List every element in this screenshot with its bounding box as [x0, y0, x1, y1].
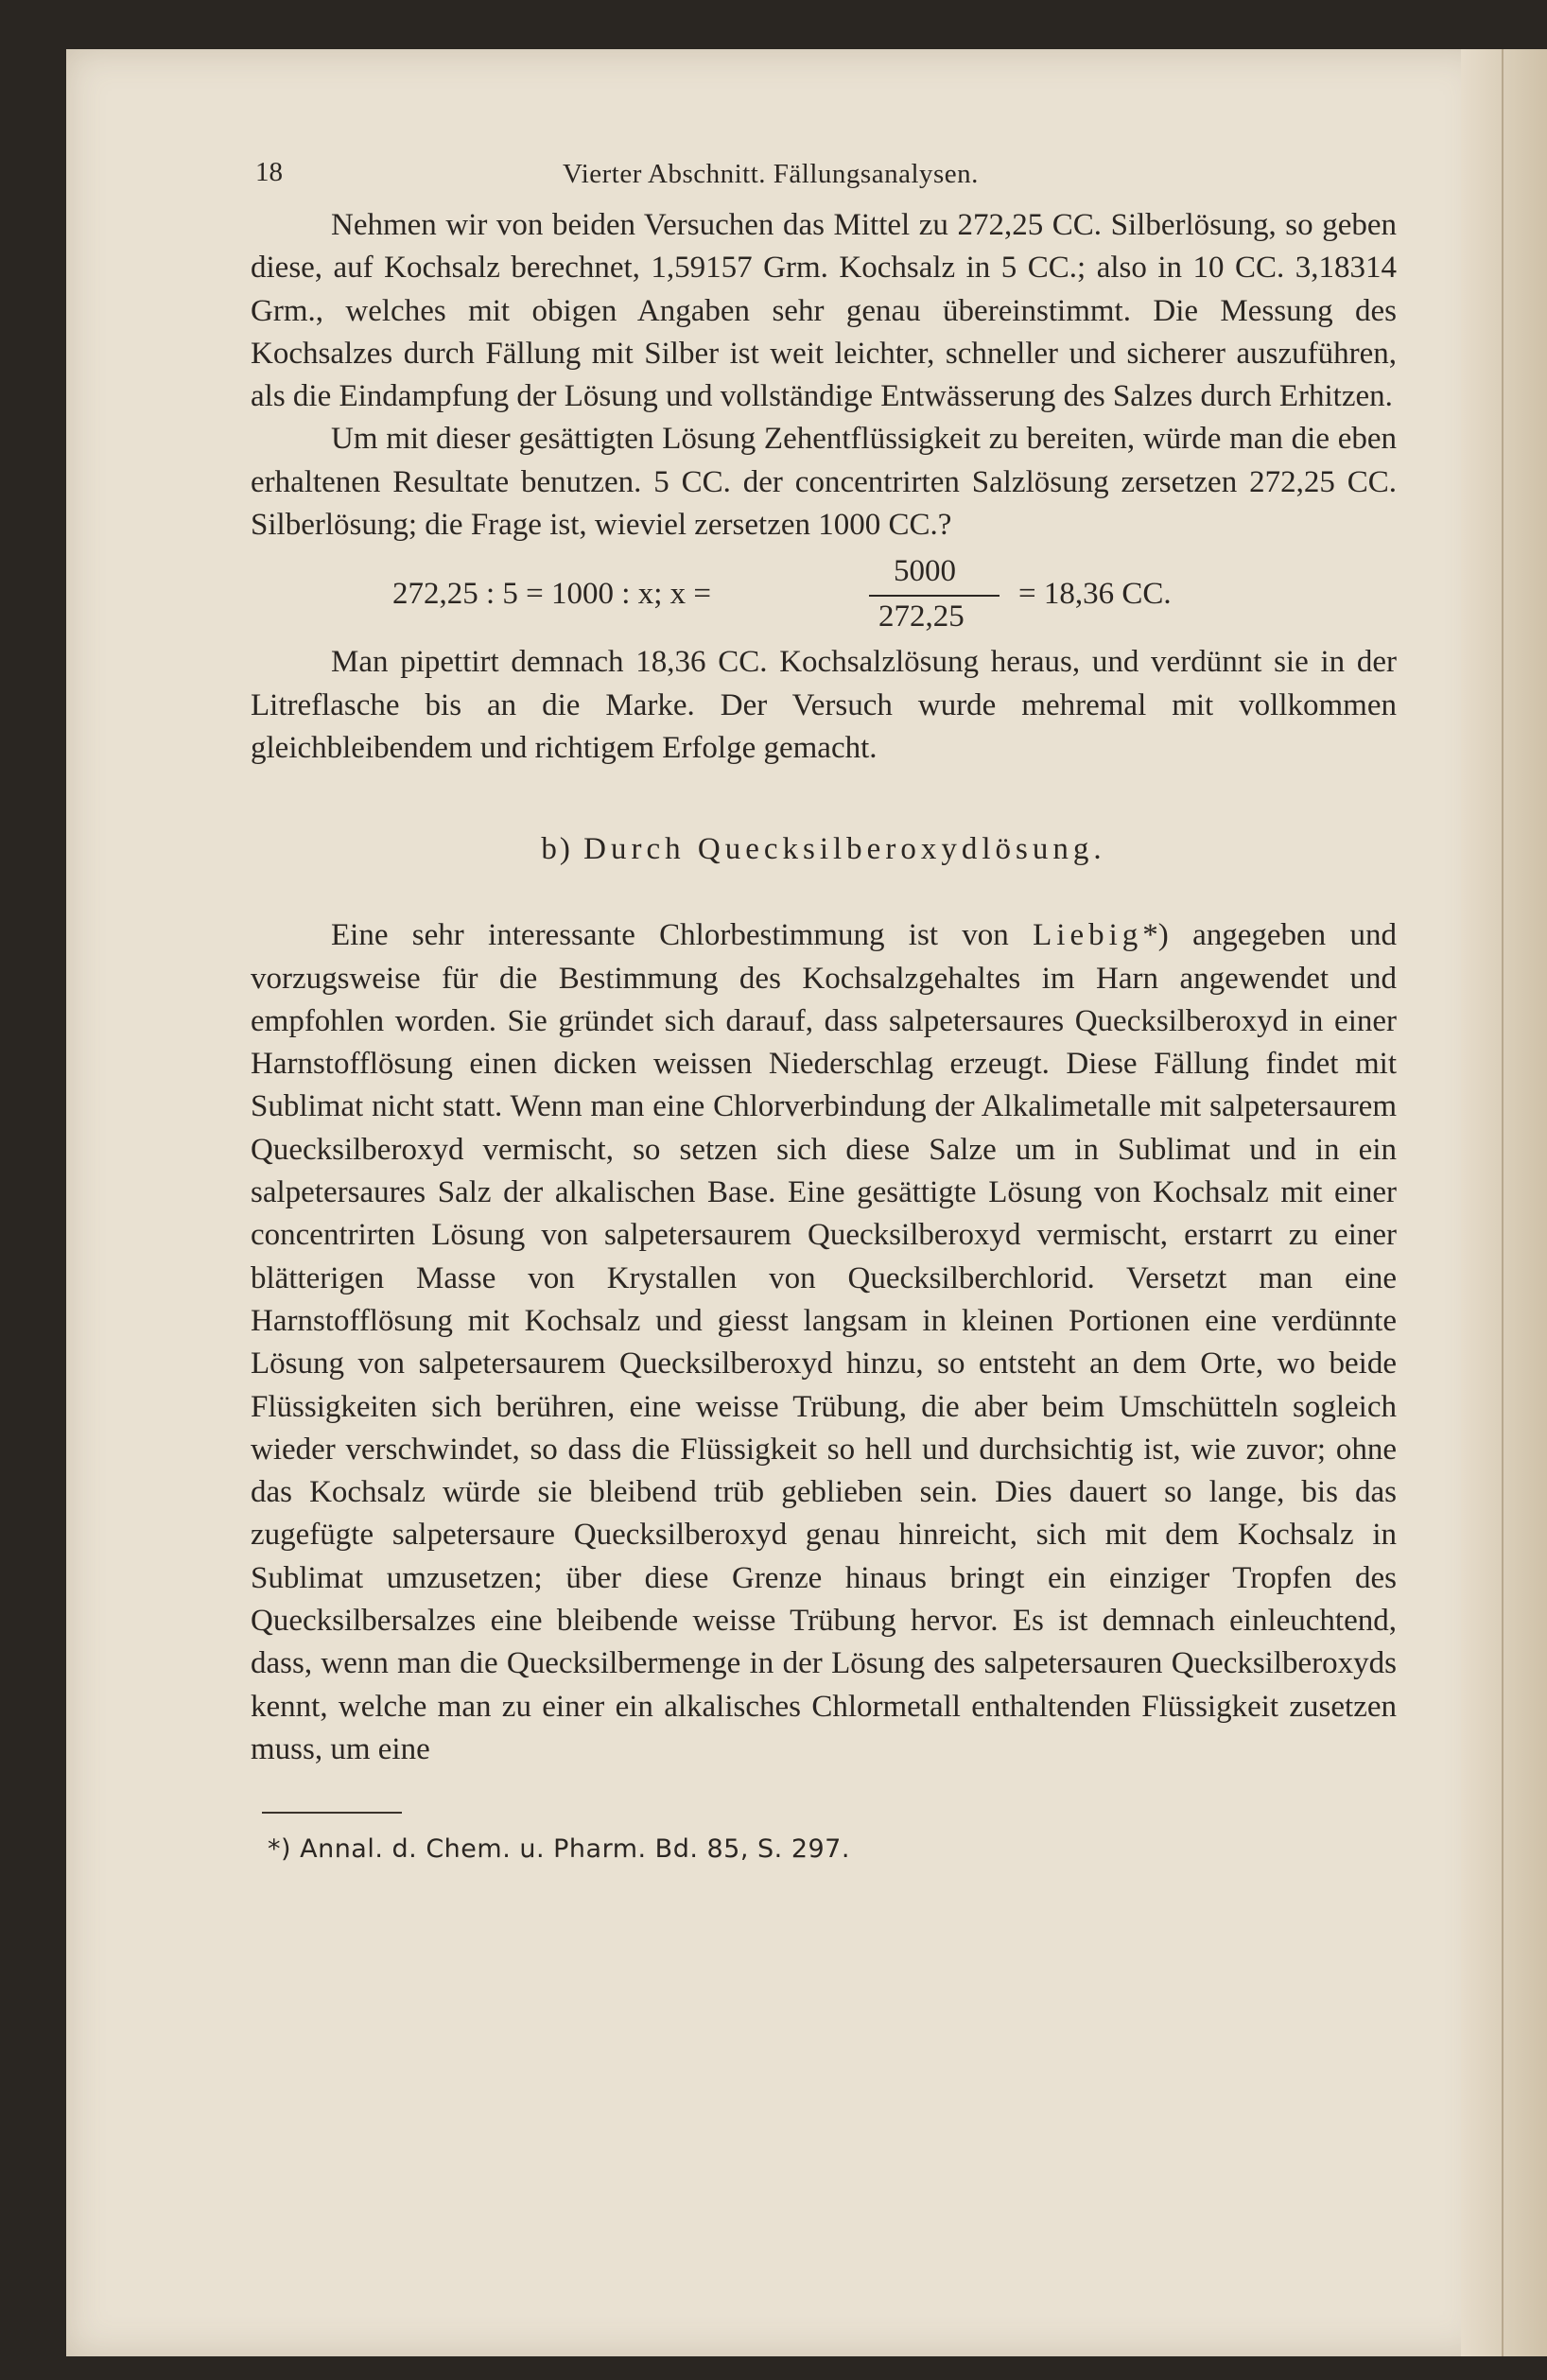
page-content — [251, 151, 1397, 1864]
fraction-line — [869, 595, 999, 597]
paragraph-4 — [251, 914, 1397, 1771]
author-name: Liebig — [1033, 918, 1143, 953]
paragraph-1: Nehmen wir von beiden Versuchen das Mittel zu 272,25 CC. Silberlösung, so geben diese, auf Kochsalz berechnet, 1,59157 Grm. Kochsalz in 5 CC.; also in 10 CC. 3,18314 Grm., welches mit obigen Angaben sehr genau übereinstimmt. Die Messung des Kochsalzes durch Fällung mit Silber ist weit leichter, schneller und sicherer auszuführen, als die Eindampfung der Lösung und vollständige Entwässerung des Salzes durch Erhitzen. — [251, 208, 1397, 414]
footnote-mark: *) — [1142, 918, 1169, 953]
formula-result: = 18,36 CC. — [1018, 577, 1172, 612]
footnote: *) Annal. d. Chem. u. Pharm. Bd. 85, S. 297. — [268, 1834, 850, 1865]
paragraph-4-start: Eine sehr interessante Chlorbestimmung ist von — [331, 918, 1034, 953]
paragraph-2: Um mit dieser gesättigten Lösung Zehentflüssigkeit zu bereiten, würde man die eben erhaltenen Resultate benutzen. 5 CC. der concentrirten Salzlösung zersetzen 272,25 CC. Silberlösung; die Frage ist, wieviel zersetzen 1000 CC.? — [251, 422, 1397, 543]
paragraph-4-rest: angegeben und vorzugsweise für die Bestimmung des Kochsalzgehaltes im Harn angewendet und empfohlen worden. Sie gründet sich darauf, dass salpetersaures Quecksilberoxyd in einer Harnstofflösung einen dicken weissen Niederschlag erzeugt. Diese Fällung findet mit Sublimat nicht statt. Wenn man eine Chlorverbindung der Alkalimetalle mit salpetersaurem Quecksilberoxyd vermischt, so setzen sich diese Salze um in Sublimat und in ein salpetersaures Salz der alkalischen Base. Eine gesättigte Lösung von Kochsalz mit einer concentrirten Lösung von salpetersaurem Quecksilberoxyd vermischt, erstarrt zu einer blätterigen Masse von Krystallen von Quecksilberchlorid. Versetzt man eine Harnstofflösung mit Kochsalz und giesst langsam in kleinen Portionen eine verdünnte Lösung von salpetersaurem Quecksilberoxyd hinzu, so entsteht an dem Orte, wo beide Flüssigkeiten sich berühren, eine weisse Trübung, die aber beim Umschütteln sogleich wieder verschwindet, so dass die Flüssigkeit so hell und durchsichtig ist, wie zuvor; ohne das Kochsalz würde sie bleibend trüb geblieben sein. Dies dauert so lange, bis das zugefügte salpetersaure Quecksilberoxyd genau hinreicht, sich mit dem Kochsalz in Sublimat umzusetzen; über diese Grenze hinaus bringt ein einziger Tropfen des Quecksilbersalzes eine bleibende weisse Trübung hervor. Es ist demnach einleuchtend, dass, wenn man die Quecksilbermenge in der Lösung des salpetersauren Quecksilberoxyds kennt, welche man zu einer ein alkalisches Chlormetall enthaltenden Flüssigkeit zusetzen muss, um eine — [251, 918, 1397, 1766]
subheading-text: Durch Quecksilberoxydlösung. — [583, 832, 1106, 867]
subheading-prefix: b) — [541, 832, 584, 867]
page-spine — [1461, 49, 1547, 2356]
formula-denominator: 272,25 — [878, 599, 965, 634]
footnote-rule — [262, 1812, 402, 1814]
running-title: Vierter Abschnitt. Fällungsanalysen. — [563, 159, 979, 189]
paragraph-3: Man pipettirt demnach 18,36 CC. Kochsalzlösung heraus, und verdünnt sie in der Litreflasche bis an die Marke. Der Versuch wurde mehremal mit vollkommen gleichbleibendem und richtigem Erfolge gemacht. — [251, 645, 1397, 765]
section-subheading — [251, 832, 1397, 867]
formula-left: 272,25 : 5 = 1000 : x; x = — [392, 577, 711, 612]
formula — [392, 547, 1397, 641]
formula-numerator: 5000 — [894, 554, 956, 589]
running-header — [251, 151, 1397, 204]
spine-edge — [1502, 49, 1504, 2356]
page-number: 18 — [255, 157, 283, 187]
